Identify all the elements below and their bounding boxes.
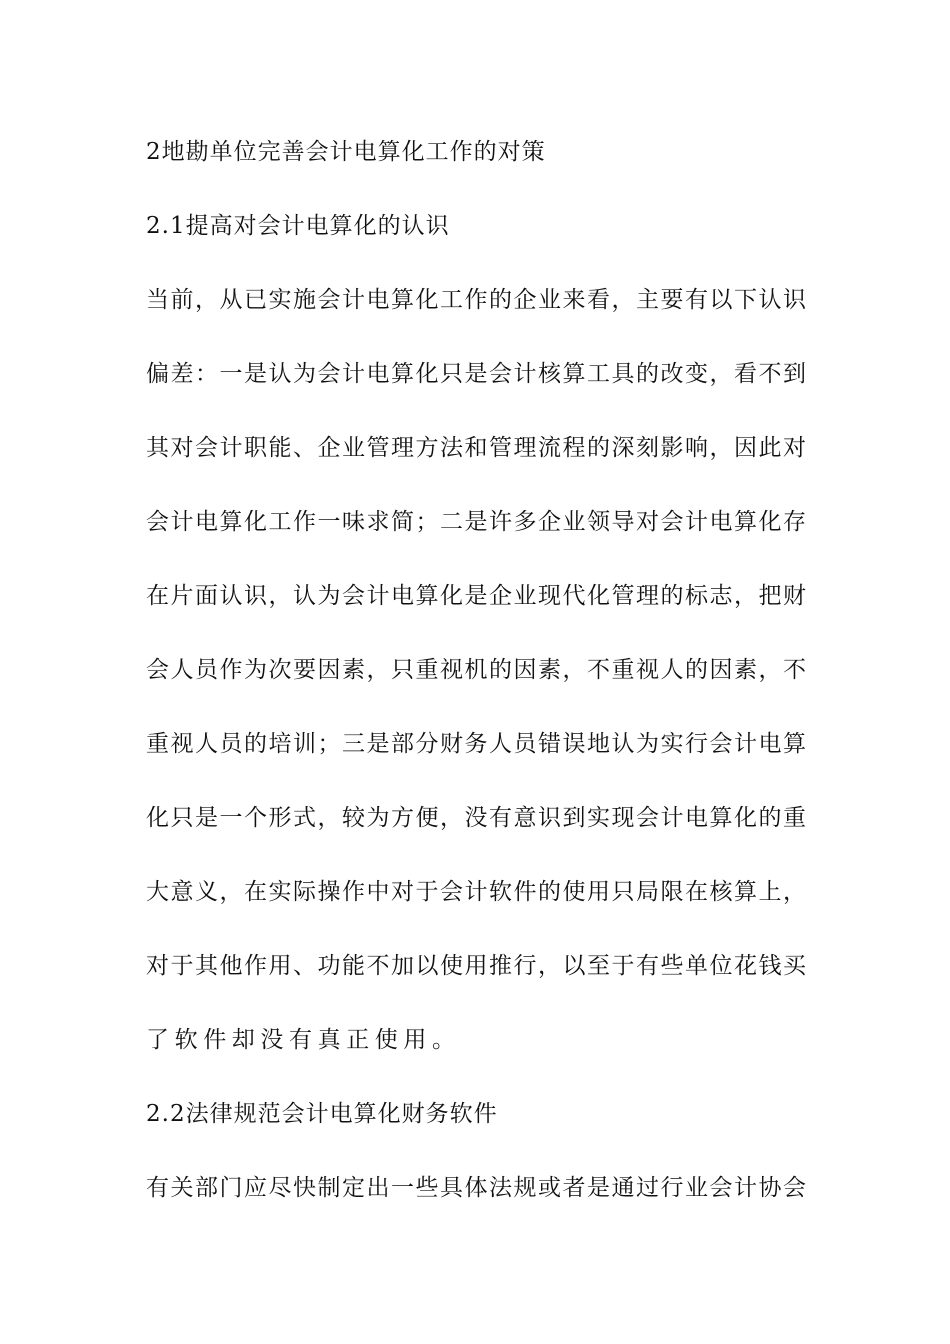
paragraph-line: 有关部门应尽快制定出一些具体法规或者是通过行业会计协会: [146, 1175, 806, 1201]
subsection-title-2-2: 2.2法律规范会计电算化财务软件: [146, 1101, 498, 1127]
subsection-title-2-1: 2.1提高对会计电算化的认识: [146, 213, 450, 239]
paragraph-line: 会人员作为次要因素，只重视机的因素，不重视人的因素，不: [146, 657, 806, 683]
paragraph-line: 会计电算化工作一味求简；二是许多企业领导对会计电算化存: [146, 509, 806, 535]
paragraph-line: 在片面认识，认为会计电算化是企业现代化管理的标志，把财: [146, 583, 806, 609]
paragraph-line: 对于其他作用、功能不加以使用推行，以至于有些单位花钱买: [146, 953, 806, 979]
paragraph-line: 化只是一个形式，较为方便，没有意识到实现会计电算化的重: [146, 805, 806, 831]
paragraph-line-last: 了软件却没有真正使用。: [146, 1027, 461, 1053]
section-title: 2地勘单位完善会计电算化工作的对策: [146, 139, 546, 165]
paragraph-line: 重视人员的培训；三是部分财务人员错误地认为实行会计电算: [146, 731, 806, 757]
paragraph-line: 其对会计职能、企业管理方法和管理流程的深刻影响，因此对: [146, 435, 806, 461]
paragraph-line: 大意义，在实际操作中对于会计软件的使用只局限在核算上，: [146, 879, 806, 905]
paragraph-line: 偏差：一是认为会计电算化只是会计核算工具的改变，看不到: [146, 361, 806, 387]
paragraph-line: 当前，从已实施会计电算化工作的企业来看，主要有以下认识: [146, 287, 806, 313]
